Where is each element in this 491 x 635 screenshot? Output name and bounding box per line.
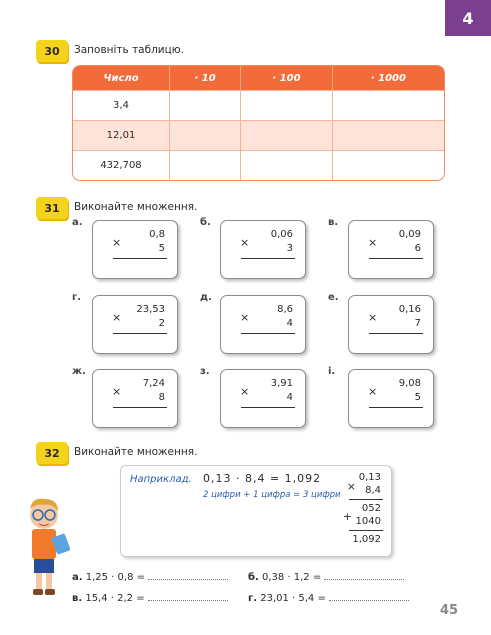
factor-b: 4	[286, 318, 293, 329]
factor-b: 6	[414, 243, 421, 254]
factor-b: 8	[158, 392, 165, 403]
factor-a: 9,08	[398, 378, 421, 389]
exercise-30-number: 30	[36, 40, 68, 62]
times-sign: ×	[240, 311, 250, 324]
factor-a: 3,91	[270, 378, 293, 389]
result-line	[241, 258, 295, 259]
task-a-label: а.	[72, 572, 83, 583]
task-c-label: в.	[72, 593, 83, 604]
answer-cell[interactable]	[240, 120, 332, 150]
item-label: і.	[328, 366, 336, 377]
header-x1000: · 1000	[332, 66, 444, 90]
answer-line[interactable]	[324, 570, 404, 580]
multiplication-box[interactable]	[220, 369, 306, 428]
col-line	[349, 499, 383, 500]
item-label: ж.	[72, 366, 86, 377]
item-label: б.	[200, 217, 211, 228]
row-value: 3,4	[73, 90, 169, 120]
multiplication-box[interactable]	[348, 220, 434, 279]
factor-b: 3	[286, 243, 293, 254]
times-sign: ×	[112, 385, 122, 398]
result-line	[369, 407, 423, 408]
answer-cell[interactable]	[169, 150, 240, 180]
answer-line[interactable]	[148, 591, 228, 601]
factor-a: 0,06	[270, 229, 293, 240]
table-header-row	[73, 66, 444, 90]
times-sign: ×	[368, 311, 378, 324]
exercise-31-title: Виконайте множення.	[74, 201, 198, 213]
answer-line[interactable]	[329, 591, 409, 601]
factor-a: 8,6	[277, 304, 293, 315]
task-d-expr: 23,01 · 5,4 =	[260, 593, 326, 604]
answer-cell[interactable]	[240, 90, 332, 120]
task-d	[248, 591, 409, 604]
task-c	[72, 591, 228, 604]
exercise-32-title: Виконайте множення.	[74, 446, 198, 458]
multiplication-box[interactable]	[92, 369, 178, 428]
result-line	[241, 407, 295, 408]
answer-cell[interactable]	[332, 120, 444, 150]
item-label: з.	[200, 366, 210, 377]
example-formula: 0,13 · 8,4 = 1,092	[203, 472, 322, 485]
times-sign: ×	[368, 236, 378, 249]
plus-sign: +	[342, 510, 352, 523]
header-number: Число	[73, 66, 169, 90]
page-number: 45	[440, 603, 459, 618]
result-line	[241, 333, 295, 334]
factor-a: 0,8	[149, 229, 165, 240]
task-c-expr: 15,4 · 2,2 =	[85, 593, 145, 604]
factor-a: 0,09	[398, 229, 421, 240]
item-label: а.	[72, 217, 83, 228]
result-line	[369, 258, 423, 259]
col-partial-1: 052	[361, 503, 381, 514]
exercise-31-number: 31	[36, 197, 68, 219]
exercise-32-number: 32	[36, 442, 68, 464]
multiplication-box[interactable]	[220, 220, 306, 279]
factor-a: 23,53	[136, 304, 165, 315]
factor-a: 0,16	[398, 304, 421, 315]
example-label: Наприклад.	[130, 474, 192, 485]
answer-line[interactable]	[148, 570, 228, 580]
answer-cell[interactable]	[332, 150, 444, 180]
factor-a: 7,24	[142, 378, 165, 389]
task-a	[72, 570, 228, 583]
result-line	[113, 333, 167, 334]
item-label: в.	[328, 217, 339, 228]
item-label: г.	[72, 292, 82, 303]
table-row	[73, 150, 444, 180]
answer-cell[interactable]	[169, 120, 240, 150]
result-line	[113, 407, 167, 408]
exercise-30-title: Заповніть таблицю.	[74, 44, 184, 56]
factor-b: 7	[414, 318, 421, 329]
multiplication-box[interactable]	[348, 295, 434, 354]
col-factor-a: 0,13	[358, 472, 381, 483]
item-label: е.	[328, 292, 339, 303]
multiplication-box[interactable]	[92, 220, 178, 279]
col-factor-b: 8,4	[365, 485, 381, 496]
times-sign: ×	[346, 480, 356, 493]
chapter-tab: 4	[445, 0, 491, 36]
multiplication-box[interactable]	[348, 369, 434, 428]
result-line	[113, 258, 167, 259]
example-box	[120, 465, 392, 557]
boy-illustration	[14, 497, 74, 599]
times-sign: ×	[112, 311, 122, 324]
col-line	[349, 530, 383, 531]
multiplication-box[interactable]	[220, 295, 306, 354]
task-b-expr: 0,38 · 1,2 =	[261, 572, 322, 583]
task-b-label: б.	[248, 572, 259, 583]
task-a-expr: 1,25 · 0,8 =	[85, 572, 145, 583]
table-row	[73, 120, 444, 150]
times-sign: ×	[368, 385, 378, 398]
multiplication-box[interactable]	[92, 295, 178, 354]
factor-b: 2	[158, 318, 165, 329]
task-d-label: г.	[248, 593, 258, 604]
result-line	[369, 333, 423, 334]
header-x10: · 10	[169, 66, 240, 90]
item-label: д.	[200, 292, 212, 303]
answer-cell[interactable]	[332, 90, 444, 120]
answer-cell[interactable]	[240, 150, 332, 180]
row-value: 12,01	[73, 120, 169, 150]
times-sign: ×	[240, 236, 250, 249]
factor-b: 5	[414, 392, 421, 403]
answer-cell[interactable]	[169, 90, 240, 120]
example-note: 2 цифри + 1 цифра = 3 цифри	[203, 490, 341, 500]
times-sign: ×	[112, 236, 122, 249]
factor-b: 5	[158, 243, 165, 254]
times-sign: ×	[240, 385, 250, 398]
header-x100: · 100	[240, 66, 332, 90]
factor-b: 4	[286, 392, 293, 403]
table-row	[73, 90, 444, 120]
task-b	[248, 570, 404, 583]
col-result: 1,092	[352, 534, 381, 545]
exercise-30-table	[72, 65, 445, 181]
row-value: 432,708	[73, 150, 169, 180]
col-partial-2: 1040	[355, 516, 381, 527]
